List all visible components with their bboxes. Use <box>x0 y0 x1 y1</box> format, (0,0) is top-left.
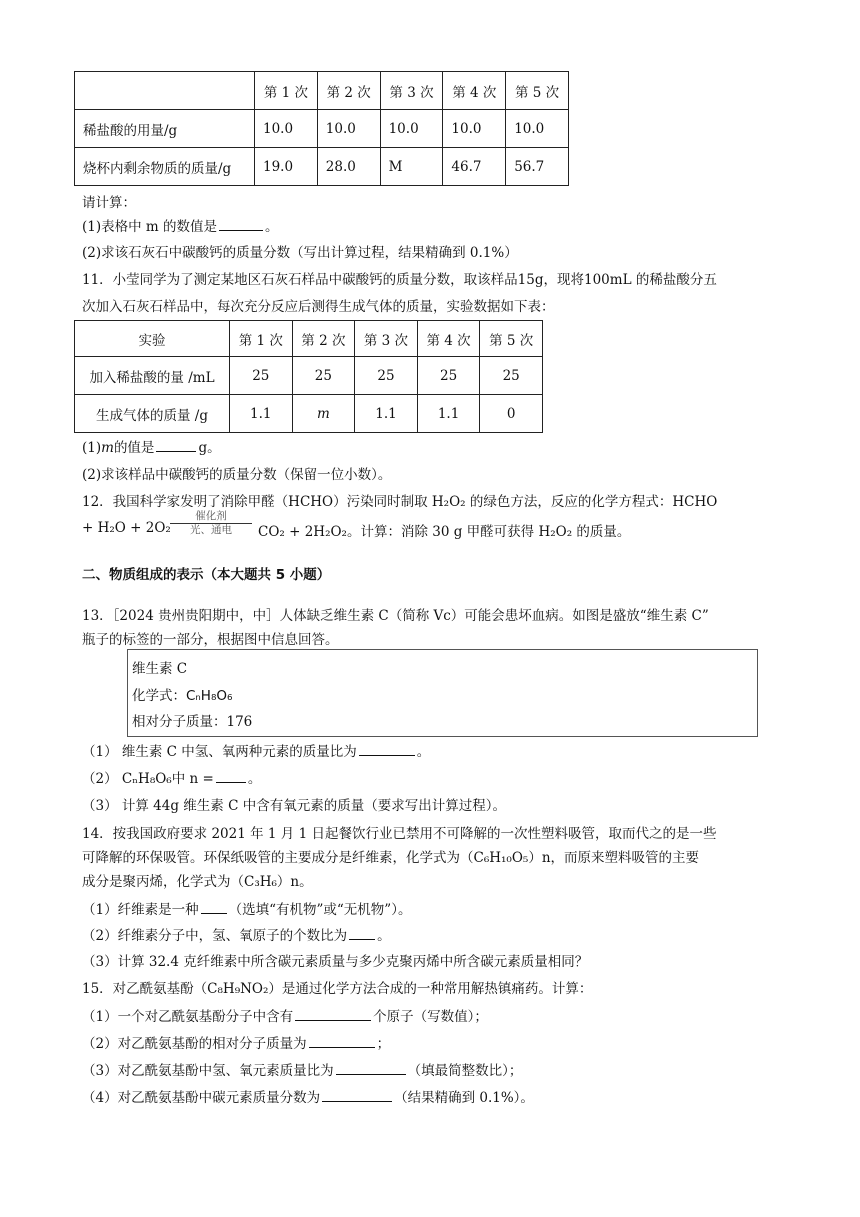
table-header-cell: 实验 <box>75 321 230 357</box>
table-header-cell: 第 3 次 <box>355 321 418 357</box>
results-table-2 <box>74 320 543 433</box>
q15-sub1 <box>82 1005 488 1025</box>
q14-sub1 <box>82 898 411 918</box>
table-cell: 烧杯内剩余物质的质量/g <box>75 148 255 186</box>
q15-sub4-end: （结果精确到 0.1%）。 <box>394 1090 534 1106</box>
condition-label: 光、通电 <box>190 524 232 536</box>
answer-blank[interactable] <box>295 1019 371 1021</box>
label-formula: CₙH₈O₆ <box>186 688 233 704</box>
table-cell: 10.0 <box>255 110 318 148</box>
table-cell: 28.0 <box>317 148 380 186</box>
table-cell: 10.0 <box>317 110 380 148</box>
q14-sub2-text: （2）纤维素分子中，氢、氧原子的个数比为 <box>82 928 348 944</box>
table-cell: 10.0 <box>380 110 443 148</box>
q14-sub2-end: 。 <box>377 928 391 944</box>
answer-blank[interactable] <box>216 781 246 783</box>
q13-sub3: （3） 计算 44g 维生素 C 中含有氧元素的质量（要求写出计算过程）。 <box>82 798 506 814</box>
q14-line1: 14．按我国政府要求 2021 年 1 月 1 日起餐饮行业已禁用不可降解的一次性塑料吸管，取而代之的是一些 <box>82 826 717 842</box>
table-cell: 10.0 <box>506 110 569 148</box>
table-cell: 1.1 <box>355 395 418 433</box>
q11-sub1-prefix: (1) <box>82 440 102 456</box>
q12-line1: 12．我国科学家发明了消除甲醛（HCHO）污染同时制取 H₂O₂ 的绿色方法，反应的化学方程式：HCHO <box>82 494 718 510</box>
table-header-cell: 第 2 次 <box>317 72 380 110</box>
table-cell: 25 <box>230 357 293 395</box>
table-cell: M <box>380 148 443 186</box>
table-header-cell: 第 3 次 <box>380 72 443 110</box>
q14-sub1-text: （1）纤维素是一种 <box>82 902 199 918</box>
table-cell: 25 <box>292 357 355 395</box>
answer-blank[interactable] <box>359 754 415 756</box>
q10-sub2: (2)求该石灰石中碳酸钙的质量分数（写出计算过程，结果精确到 0.1%） <box>82 245 518 261</box>
table-cell: 0 <box>480 395 543 433</box>
table-header-cell: 第 4 次 <box>417 321 480 357</box>
table-header-cell: 第 1 次 <box>230 321 293 357</box>
table-cell: 1.1 <box>417 395 480 433</box>
label-mass: 相对分子质量：176 <box>132 714 253 730</box>
q10-intro: 请计算： <box>82 195 136 211</box>
q10-sub1-end: 。 <box>265 219 279 235</box>
answer-blank[interactable] <box>322 1100 392 1102</box>
q12-line2-a: + H₂O + 2O₂ <box>82 520 171 536</box>
table-row <box>75 110 569 148</box>
q15-sub1-text: （1）一个对乙酰氨基酚分子中含有 <box>82 1009 294 1025</box>
table-header-cell: 第 4 次 <box>443 72 506 110</box>
table-cell: 生成气体的质量 /g <box>75 395 230 433</box>
table-cell: 稀盐酸的用量/g <box>75 110 255 148</box>
table-row <box>75 357 543 395</box>
q13-sub1-text: （1） 维生素 C 中氢、氧两种元素的质量比为 <box>82 744 357 760</box>
q11-sub1-var: m <box>101 440 114 456</box>
q15-sub3 <box>82 1059 522 1079</box>
q11-line2: 次加入石灰石样品中，每次充分反应后测得生成气体的质量，实验数据如下表： <box>82 299 555 315</box>
table-header-cell <box>75 72 255 110</box>
table-header-cell: 第 5 次 <box>506 72 569 110</box>
table-row <box>75 148 569 186</box>
q15-sub3-end: （填最简整数比）； <box>407 1063 523 1079</box>
answer-blank[interactable] <box>349 938 375 940</box>
q14-line2: 可降解的环保吸管。环保纸吸管的主要成分是纤维素，化学式为（C₆H₁₀O₅）n，而原来塑料吸管的主要 <box>82 850 700 866</box>
section-title: 二、物质组成的表示（本大题共 5 小题） <box>82 567 331 583</box>
table-row <box>75 395 543 433</box>
q13-line2: 瓶子的标签的一部分，根据图中信息回答。 <box>82 632 339 648</box>
q14-sub1-end: （选填“有机物”或“无机物”）。 <box>228 902 412 918</box>
q15-sub2 <box>82 1032 390 1052</box>
q15-sub4-text: （4）对乙酰氨基酚中碳元素质量分数为 <box>82 1090 321 1106</box>
q15-sub4 <box>82 1086 534 1106</box>
catalyst-label: 催化剂 <box>195 510 227 522</box>
q11-line1: 11．小莹同学为了测定某地区石灰石样品中碳酸钙的质量分数，取该样品15g，现将100mL 的稀盐酸分五 <box>82 272 717 288</box>
table-header-cell: 第 2 次 <box>292 321 355 357</box>
q14-line3: 成分是聚丙烯，化学式为（C₃H₆）n。 <box>82 874 313 890</box>
table-cell: 10.0 <box>443 110 506 148</box>
q13-sub2-text: （2） CₙH₈O₆中 n = <box>82 771 214 787</box>
vitamin-c-label <box>127 649 758 737</box>
q15-sub2-text: （2）对乙酰氨基酚的相对分子质量为 <box>82 1036 307 1052</box>
q15-sub1-end: 个原子（写数值）； <box>373 1009 488 1025</box>
table-cell: 19.0 <box>255 148 318 186</box>
reaction-condition <box>168 511 254 536</box>
answer-blank[interactable] <box>219 229 263 231</box>
q13-line1: 13．［2024 贵州贵阳期中，中］人体缺乏维生素 C（简称 Vc）可能会患坏血病。如图是盛放“维生素 C” <box>82 608 709 624</box>
q11-sub1 <box>82 436 221 456</box>
results-table-1 <box>74 71 569 186</box>
table-header-cell: 第 5 次 <box>480 321 543 357</box>
q14-sub2 <box>82 924 391 944</box>
table-cell: 56.7 <box>506 148 569 186</box>
q10-sub1 <box>82 215 279 235</box>
q13-sub1-end: 。 <box>416 744 431 760</box>
q11-sub1-text: 的值是 <box>113 440 155 456</box>
q13-sub2 <box>82 767 261 787</box>
q11-sub1-end: g。 <box>198 440 221 456</box>
table-cell: 1.1 <box>230 395 293 433</box>
label-name: 维生素 C <box>132 661 188 677</box>
q11-sub2: (2)求该样品中碳酸钙的质量分数（保留一位小数）。 <box>82 467 392 483</box>
table-cell: 25 <box>355 357 418 395</box>
label-formula-row <box>132 684 232 704</box>
q13-sub2-end: 。 <box>247 771 262 787</box>
table-cell: 46.7 <box>443 148 506 186</box>
label-formula-prefix: 化学式： <box>132 688 186 704</box>
answer-blank[interactable] <box>156 450 196 452</box>
q15-sub2-end: ； <box>376 1036 391 1052</box>
answer-blank[interactable] <box>201 912 227 914</box>
table-cell: 加入稀盐酸的量 /mL <box>75 357 230 395</box>
q12-line2-b: CO₂ + 2H₂O₂。计算：消除 30 g 甲醛可获得 H₂O₂ 的质量。 <box>258 524 631 540</box>
q15-sub3-text: （3）对乙酰氨基酚中氢、氧元素质量比为 <box>82 1063 334 1079</box>
table-header-cell: 第 1 次 <box>255 72 318 110</box>
table-cell: m <box>292 395 355 433</box>
q10-sub1-text: (1)表格中 m 的数值是 <box>82 219 218 235</box>
q15-line1: 15．对乙酰氨基酚（C₈H₉NO₂）是通过化学方法合成的一种常用解热镇痛药。计算： <box>82 981 593 997</box>
answer-blank[interactable] <box>309 1046 375 1048</box>
q13-sub1 <box>82 740 430 760</box>
answer-blank[interactable] <box>336 1073 406 1075</box>
table-cell: 25 <box>417 357 480 395</box>
table-cell: 25 <box>480 357 543 395</box>
q14-sub3: （3）计算 32.4 克纤维素中所含碳元素质量与多少克聚丙烯中所含碳元素质量相同？ <box>82 954 589 970</box>
